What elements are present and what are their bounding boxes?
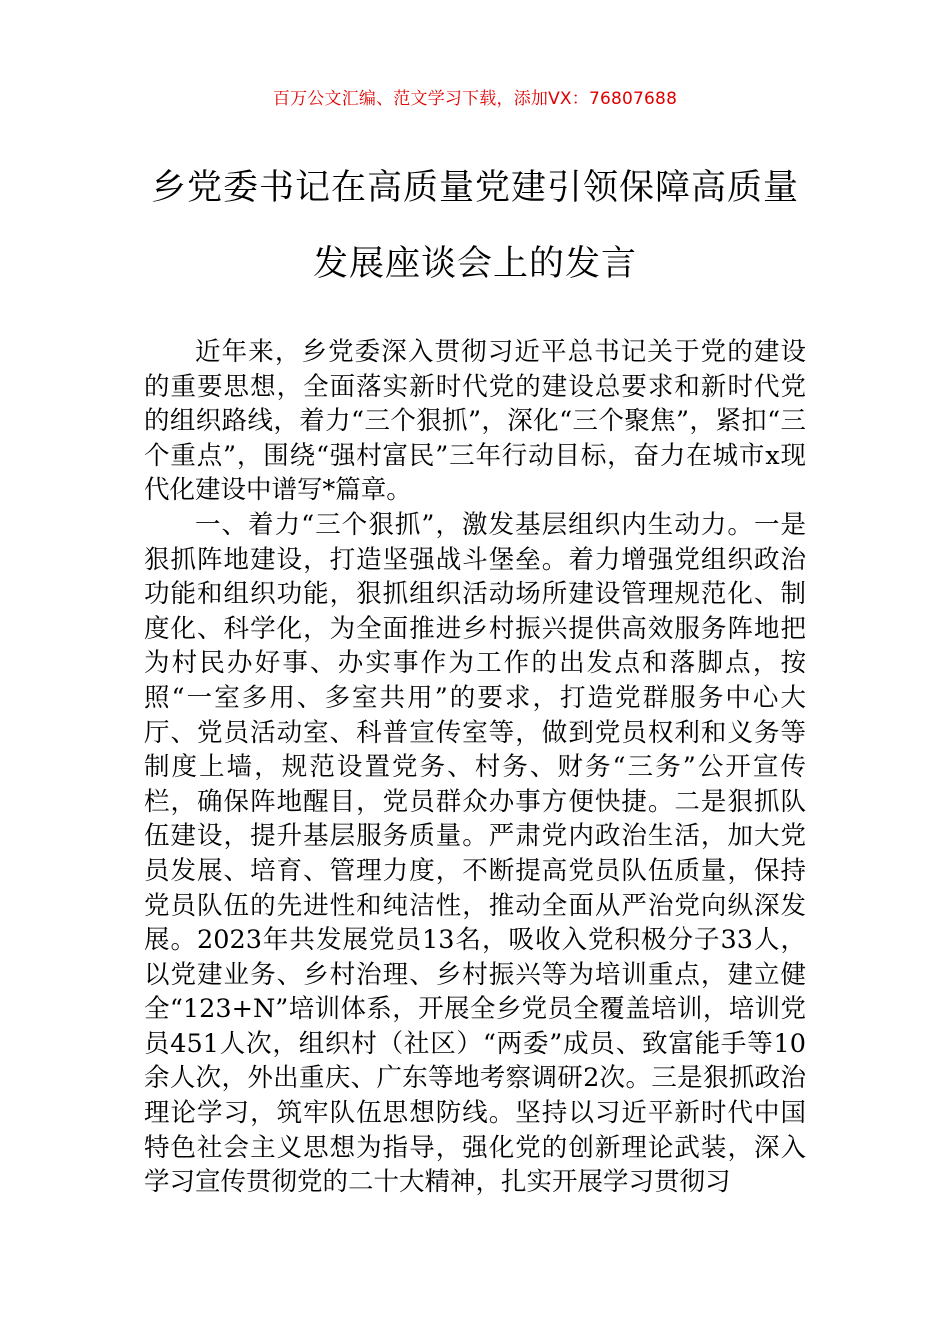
header-note: 百万公文汇编、范文学习下载，添加VX：76807688 bbox=[272, 89, 678, 109]
document-title bbox=[120, 150, 830, 302]
title-line-1: 乡党委书记在高质量党建引领保障高质量 bbox=[150, 168, 799, 208]
document-body bbox=[144, 335, 806, 1200]
body-paragraph-section-1: 一、着力“三个狠抓”，激发基层组织内生动力。一是狠抓阵地建设，打造坚强战斗堡垒。着力增强党组织政治功能和组织功能，狠抓组织活动场所建设管理规范化、制度化、科学化，为全面推进乡村振兴提供高效服务阵地把为村民办好事、办实事作为工作的出发点和落脚点，按照“一室多用、多室共用”的要求，打造党群服务中心大厅、党员活动室、科普宣传室等，做到党员权利和义务等制度上墙，规范设置党务、村务、财务“三务”公开宣传栏，确保阵地醒目，党员群众办事方便快捷。二是狠抓队伍建设，提升基层服务质量。严肃党内政治生活，加大党员发展、培育、管理力度，不断提高党员队伍质量，保持党员队伍的先进性和纯洁性，推动全面从严治党向纵深发展。2023年共发展党员13名，吸收入党积极分子33人，以党建业务、乡村治理、乡村振兴等为培训重点，建立健全“123+N”培训体系，开展全乡党员全覆盖培训，培训党员451人次，组织村（社区）“两委”成员、致富能手等10余人次，外出重庆、广东等地考察调研2次。三是狠抓政治理论学习，筑牢队伍思想防线。坚持以习近平新时代中国特色社会主义思想为指导，强化党的创新理论武装，深入学习宣传贯彻党的二十大精神，扎实开展学习贯彻习 bbox=[144, 509, 806, 1198]
body-paragraph-intro: 近年来，乡党委深入贯彻习近平总书记关于党的建设的重要思想，全面落实新时代党的建设总要求和新时代党的组织路线，着力“三个狠抓”，深化“三个聚焦”，紧扣“三个重点”，围绕“强村富民”三年行动目标，奋力在城市x现代化建设中谱写*篇章。 bbox=[144, 337, 806, 506]
title-line-2: 发展座谈会上的发言 bbox=[312, 244, 637, 284]
